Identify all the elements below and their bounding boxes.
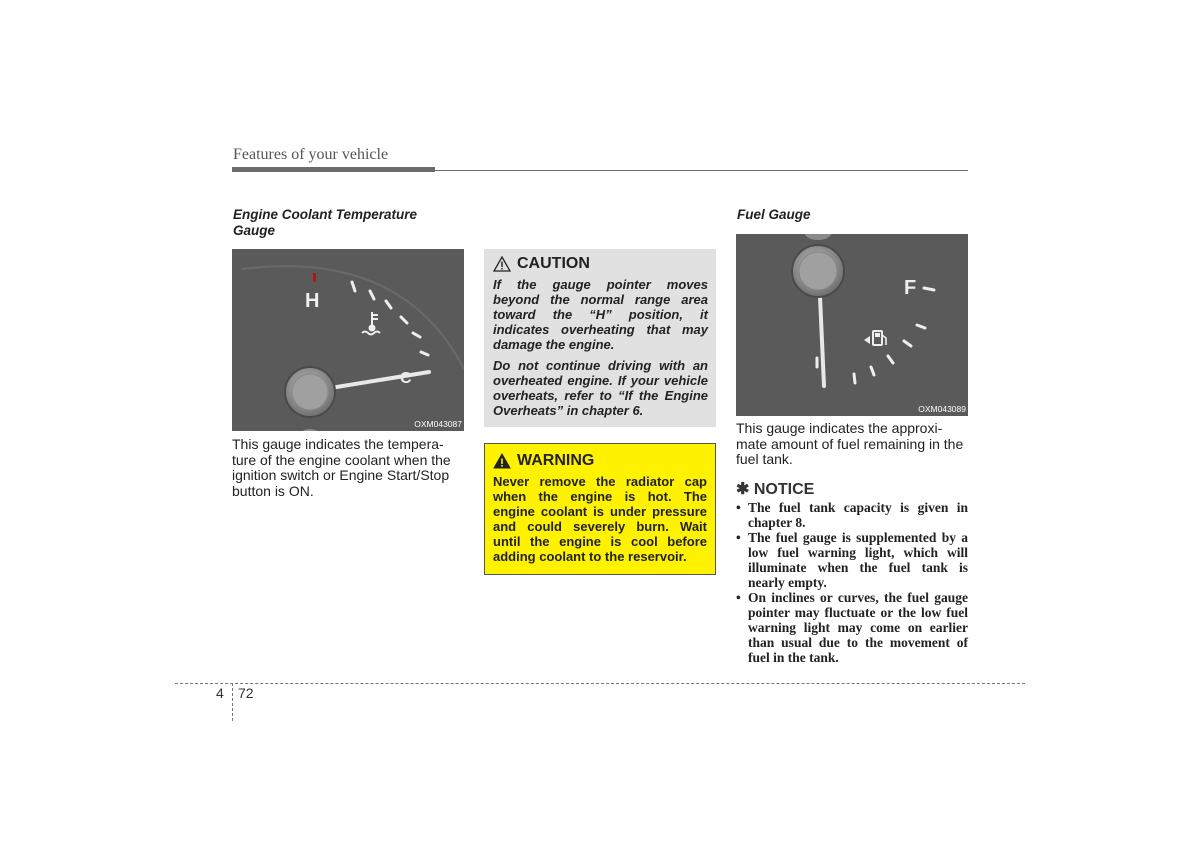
full-mark-label: F	[904, 277, 917, 299]
coolant-title-line2: Gauge	[233, 223, 276, 238]
footer-dashed-divider	[232, 683, 233, 721]
notice-item: • The fuel tank capacity is given in chapter 8.	[736, 500, 968, 530]
coolant-description-line: ignition switch or Engine Start/Stop	[232, 467, 450, 483]
coolant-gauge-illustration	[232, 249, 464, 431]
notice-heading: ✱ NOTICE	[736, 481, 815, 498]
page-header-title: Features of your vehicle	[233, 146, 389, 163]
fuel-description-line: fuel tank.	[736, 451, 793, 467]
notice-item: • The fuel gauge is supplemented by a low fuel warning light, which will illuminate when the fuel tank is nearly empty.	[736, 530, 968, 590]
coolant-description-line: This gauge indicates the tempera-	[232, 436, 444, 452]
fuel-description	[736, 421, 968, 468]
fuel-section-title: Fuel Gauge	[737, 207, 811, 222]
coolant-title-line1: Engine Coolant Temperature	[233, 207, 418, 222]
warning-header	[493, 452, 707, 470]
coolant-description-line: button is ON.	[232, 482, 314, 499]
notice-item: • On inclines or curves, the fuel gauge pointer may fluctuate or the low fuel warning light may come on earlier than usual due to the movement of fuel in the tank.	[736, 590, 968, 665]
caution-box	[484, 249, 716, 427]
fuel-gauge-illustration	[736, 234, 968, 416]
fuel-description-line: mate amount of fuel remaining in the	[736, 435, 964, 452]
warning-triangle-icon	[493, 453, 511, 469]
caution-paragraph-1: If the gauge pointer moves beyond the normal range area toward the “H” position, it indicates overheating that may damage the engine.	[493, 277, 708, 352]
caution-triangle-icon	[493, 256, 511, 272]
coolant-section-title	[233, 207, 463, 239]
chapter-number: 4	[216, 685, 224, 701]
coolant-description	[232, 437, 464, 499]
hot-mark-label: H	[305, 290, 320, 312]
caution-label: CAUTION	[517, 255, 590, 272]
header-rule-thick	[232, 167, 435, 172]
footer-dashed-rule	[175, 683, 1025, 684]
header-rule-thin	[435, 170, 968, 171]
page-number: 72	[238, 685, 254, 701]
fuel-figure-code: OXM043089	[918, 404, 966, 414]
caution-header	[493, 255, 708, 273]
fuel-gauge-figure	[736, 234, 968, 416]
warning-box	[484, 443, 716, 575]
coolant-description-line: ture of the engine coolant when the	[232, 451, 451, 468]
warning-label: WARNING	[517, 452, 595, 469]
cold-mark-label: C	[400, 370, 412, 387]
warning-text: Never remove the radiator cap when the engine is hot. The engine coolant is under pressure and could severely burn. Wait until the engine is cool before adding coolant to the reservoir.	[493, 474, 707, 564]
fuel-description-line: This gauge indicates the approxi-	[736, 420, 943, 436]
coolant-figure-code: OXM043087	[414, 419, 462, 429]
coolant-gauge-figure	[232, 249, 464, 431]
notice-list	[736, 500, 968, 665]
caution-paragraph-2: Do not continue driving with an overheated engine. If your vehicle overheats, refer to “If the Engine Overheats” in chapter 6.	[493, 358, 708, 418]
